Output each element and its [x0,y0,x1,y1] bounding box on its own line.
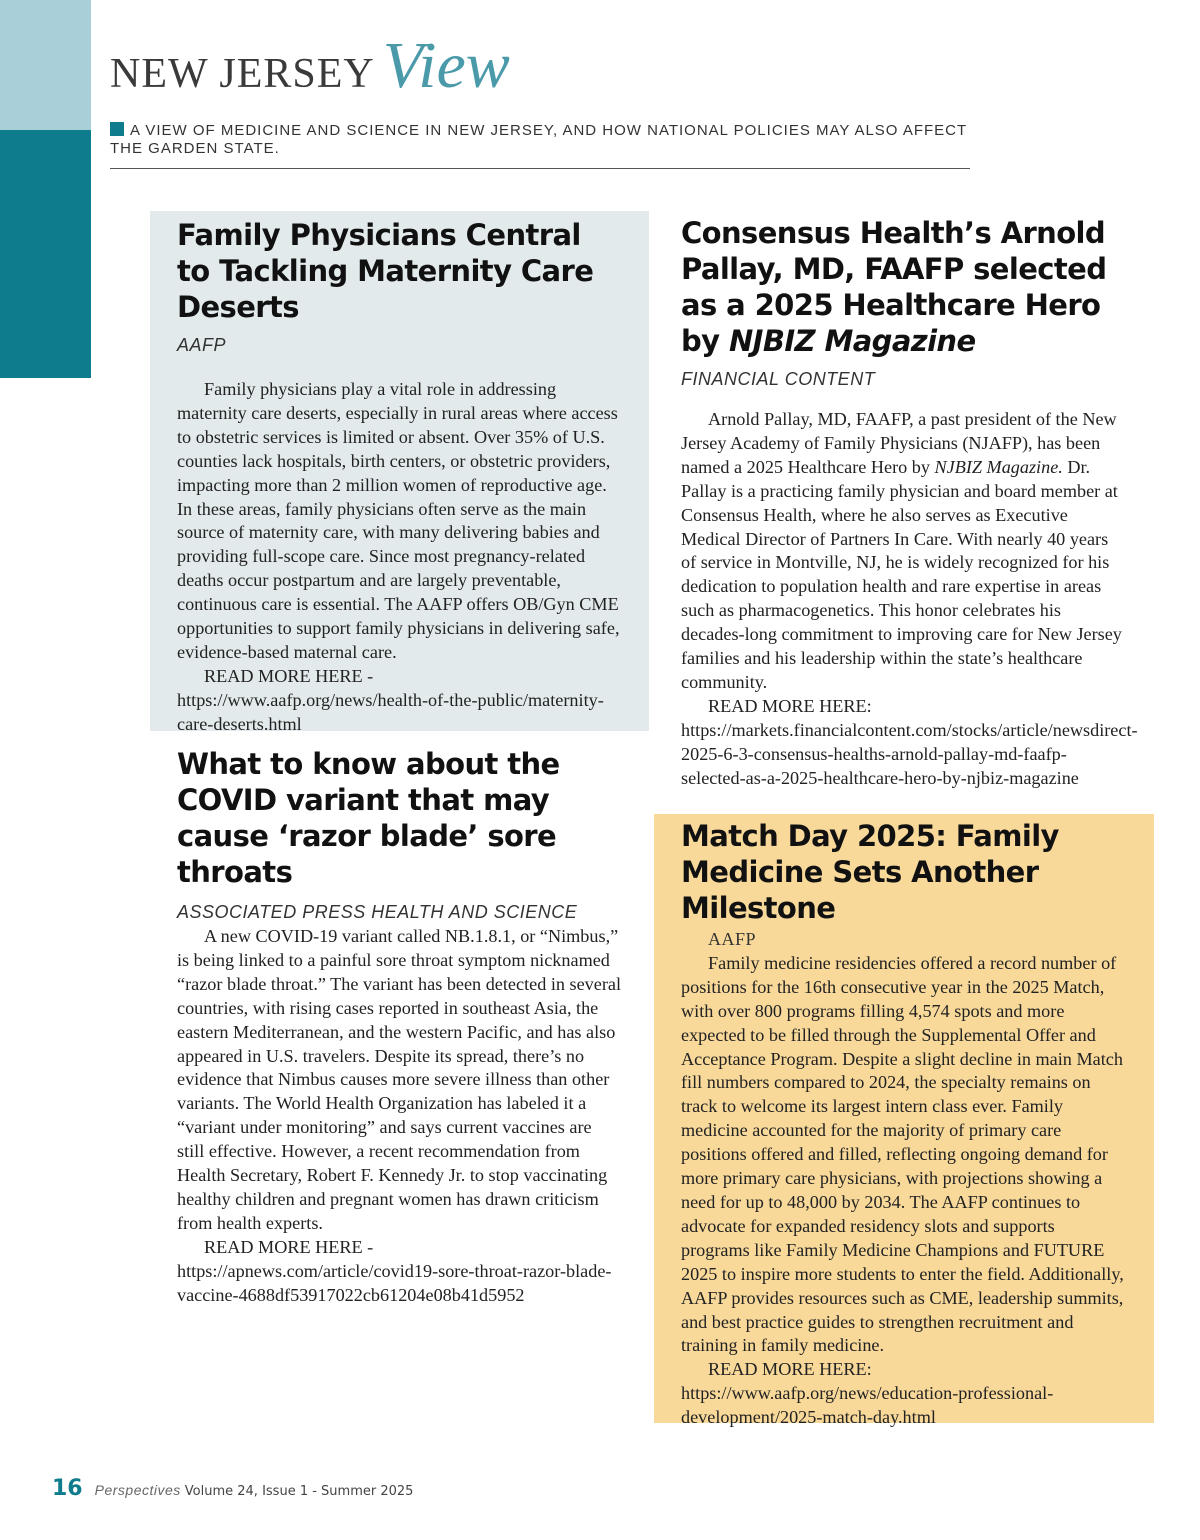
article-body [177,378,622,737]
tagline-text: A VIEW OF MEDICINE AND SCIENCE IN NEW JERSEY, AND HOW NATIONAL POLICIES MAY ALSO AFFECT THE GARDEN STATE. [110,122,967,157]
article-covid [150,746,649,1308]
publication-name: Perspectives [94,1482,181,1498]
read-more-link[interactable]: READ MORE HERE: https://www.aafp.org/news/education-professional-development/2025-match-day.html [681,1359,1054,1428]
tagline [110,122,990,158]
issue-info: Volume 24, Issue 1 - Summer 2025 [184,1484,414,1499]
read-more-link[interactable]: READ MORE HERE - https://apnews.com/article/covid19-sore-throat-razor-blade-vaccine-4688df53917022cb61204e08b41d5952 [177,1236,612,1305]
body-part-2: Dr. Pallay is a practicing family physician and board member at Consensus Health, where he also serves as Executive Medical Director of Partners In Care. With nearly 40 years of service in Montville, NJ, he is widely recognized for his dedication to population health and rare expertise in areas such as pharmacogenetics. This honor celebrates his decades-long commitment to improving care for New Jersey families and his leadership within the state’s healthcare community. [681,456,1122,692]
article-source: ASSOCIATED PRESS HEALTH AND SCIENCE [177,902,578,922]
tagline-square-icon [110,122,124,136]
headline-main: Consensus Health’s Arnold Pallay, MD, FAAFP selected as a 2025 Healthcare Hero by [681,216,1107,358]
article-headline: Family Physicians Central to Tackling Maternity Care Deserts [177,218,594,324]
headline-italic: NJBIZ Magazine [728,324,976,358]
header-rule [110,168,970,169]
masthead [110,28,510,104]
page-number: 16 [52,1476,83,1501]
article-body [681,928,1127,1430]
masthead-main: NEW JERSEY [110,51,375,97]
article-source: AAFP [708,929,757,949]
page-footer [52,1476,413,1501]
article-paragraph: Family physicians play a vital role in addressing maternity care deserts, especially in rural areas where access to obstetric services is limited or absent. Over 35% of U.S. counties lack hospitals, birth centers, or obstetric providers, impacting more than 2 million women of reproductive age. In these areas, family physicians often serve as the main source of maternity care, with many delivering babies and providing full-scope care. Since most pregnancy-related deaths occur postpartum and are largely preventable, continuous care is essential. The AAFP offers OB/Gyn CME opportunities to support family physicians in delivering safe, evidence-based maternal care. [177,379,620,662]
read-more-link[interactable]: READ MORE HERE: https://markets.financialcontent.com/stocks/article/newsdirect-2025-6-3-consensus-healths-arnold-pallay-md-faafp-selected-as-a-2025-healthcare-hero-by-njbiz-magazine [681,695,1138,788]
article-headline: Match Day 2025: Family Medicine Sets Another Milestone [681,819,1059,925]
body-italic: NJBIZ Magazine. [934,456,1063,477]
masthead-script: View [382,29,510,102]
article-headline [681,215,1127,359]
article-source: FINANCIAL CONTENT [681,369,876,389]
article-body [681,408,1138,791]
side-bar-light [0,0,91,130]
article-paragraph: Family medicine residencies offered a record number of positions for the 16th consecutive year in the 2025 Match, with over 800 programs filling 4,574 spots and more expected to be filled through the Supplemental Offer and Acceptance Program. Despite a slight decline in main Match fill numbers compared to 2024, the specialty remains on track to welcome its largest intern class ever. Family medicine accounted for the majority of primary care positions offered and filled, reflecting ongoing demand for more primary care physicians, with projections showing a need for up to 48,000 by 2034. The AAFP continues to advocate for expanded residency slots and supports programs like Family Medicine Champions and FUTURE 2025 to inspire more students to enter the field. Additionally, AAFP provides resources such as CME, leadership summits, and best practice guides to strengthen recruitment and training in family medicine. [681,952,1124,1356]
article-paragraph: A new COVID-19 variant called NB.1.8.1, or “Nimbus,” is being linked to a painful sore throat symptom nicknamed “razor blade throat.” The variant has been detected in several countries, with rising cases reported in southeast Asia, the eastern Mediterranean, and the western Pacific, and has also appeared in U.S. travelers. Despite its spread, there’s no evidence that Nimbus causes more severe illness than other variants. The World Health Organization has labeled it a “variant under monitoring” and says current vaccines are still effective. However, a recent recommendation from Health Secretary, Robert F. Kennedy Jr. to stop vaccinating healthy children and pregnant women has drawn criticism from health experts. [177,926,622,1233]
article-headline: What to know about the COVID variant that may cause ‘razor blade’ sore throats [177,747,560,889]
article-maternity [150,211,649,734]
article-pallay [654,215,1154,791]
side-bar-dark [0,130,91,378]
article-body [177,925,622,1308]
article-paragraph [681,408,1127,695]
body-part-1: Arnold Pallay, MD, FAAFP, a past president of the New Jersey Academy of Family Physicians (NJAFP), has been named a 2025 Healthcare Hero by [681,409,1117,477]
read-more-link[interactable]: READ MORE HERE - https://www.aafp.org/news/health-of-the-public/maternity-care-deserts.html [177,665,604,734]
article-match-day [654,814,1154,1428]
article-source: AAFP [177,335,227,355]
